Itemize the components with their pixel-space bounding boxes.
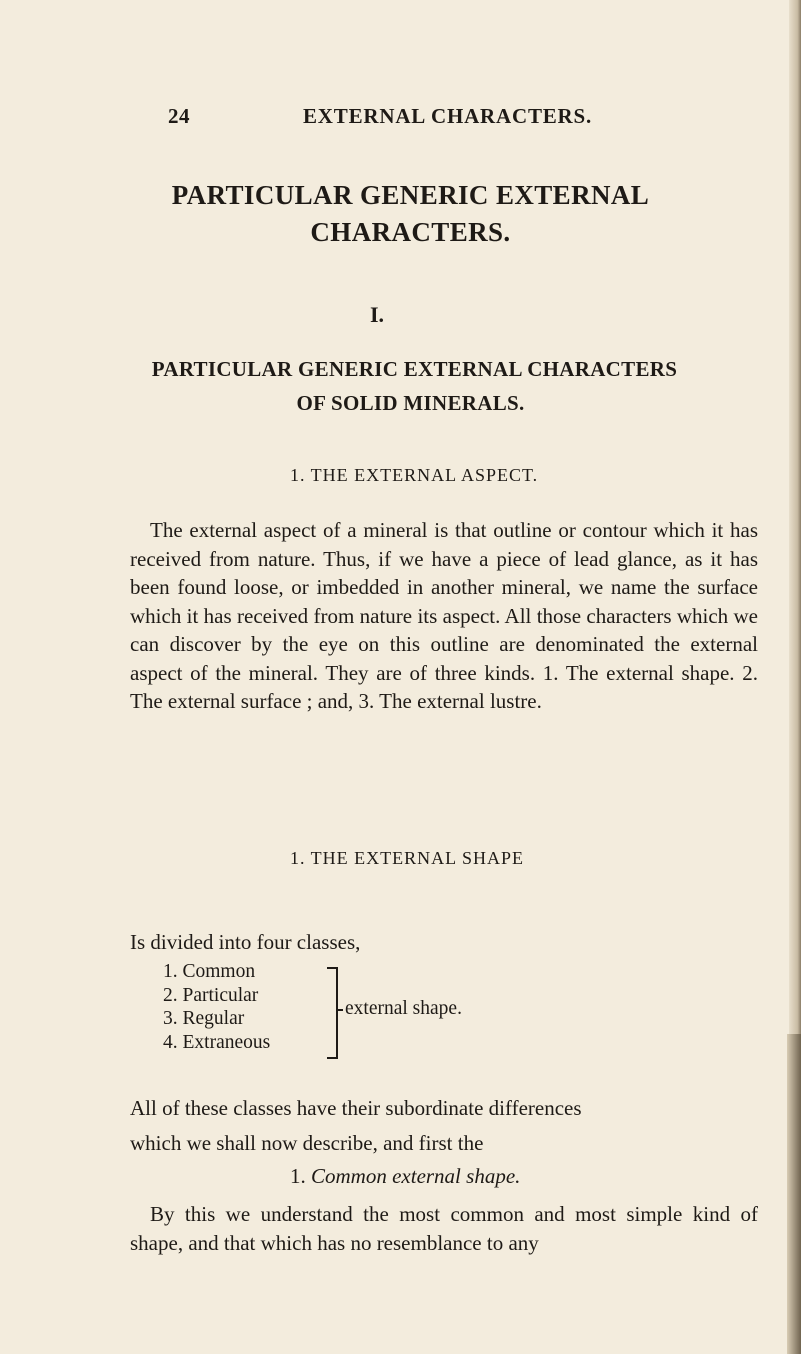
main-title-line1: PARTICULAR GENERIC EXTERNAL: [171, 180, 650, 210]
classes-intro: Is divided into four classes,: [130, 930, 361, 954]
list-item: 4. Extraneous: [163, 1031, 271, 1053]
paragraph-external-aspect: The external aspect of a mineral is that outline or contour which it has received from nature. Thus, if we have a piece of lead glance, as it has been found loose, or imbedded in another mineral, we name the surface which it has received from nature its aspect. All those characters which we can discover by the eye on this outline are denominated the external aspect of the mineral. They are of three kinds. 1. The external shape. 2. The external surface ; and, 3. The external lustre.: [130, 518, 758, 713]
subsection-heading-shape: 1. THE EXTERNAL SHAPE: [290, 848, 524, 868]
curly-brace-tip: [337, 1009, 343, 1011]
classes-list: [163, 960, 270, 1054]
section-roman-numeral: I.: [370, 302, 385, 327]
subsection-title: Common external shape.: [311, 1164, 521, 1188]
brace-label: external shape.: [345, 998, 462, 1019]
subsection-number: 1.: [290, 1164, 306, 1188]
paragraph-common-shape: By this we understand the most common and most simple kind of shape, and that which has no resemblance to any: [130, 1202, 758, 1255]
page-edge-dark: [787, 1034, 801, 1354]
list-item: 2. Particular: [163, 984, 259, 1006]
main-title-line2: CHARACTERS.: [310, 217, 511, 247]
after-list-line1: All of these classes have their subordinate differences: [130, 1096, 582, 1120]
page-number: 24: [168, 104, 190, 128]
list-item: 1. Common: [163, 961, 256, 982]
after-list-line2: which we shall now describe, and first the: [130, 1131, 484, 1155]
curly-brace: [327, 967, 338, 1059]
subsection-heading-common-shape: [290, 1164, 520, 1189]
list-item: 3. Regular: [163, 1008, 245, 1029]
running-title: EXTERNAL CHARACTERS.: [303, 104, 593, 128]
section-title-line2: OF SOLID MINERALS.: [296, 391, 525, 415]
section-title-line1: PARTICULAR GENERIC EXTERNAL CHARACTERS: [151, 357, 678, 381]
subsection-heading-aspect: 1. THE EXTERNAL ASPECT.: [290, 465, 539, 485]
